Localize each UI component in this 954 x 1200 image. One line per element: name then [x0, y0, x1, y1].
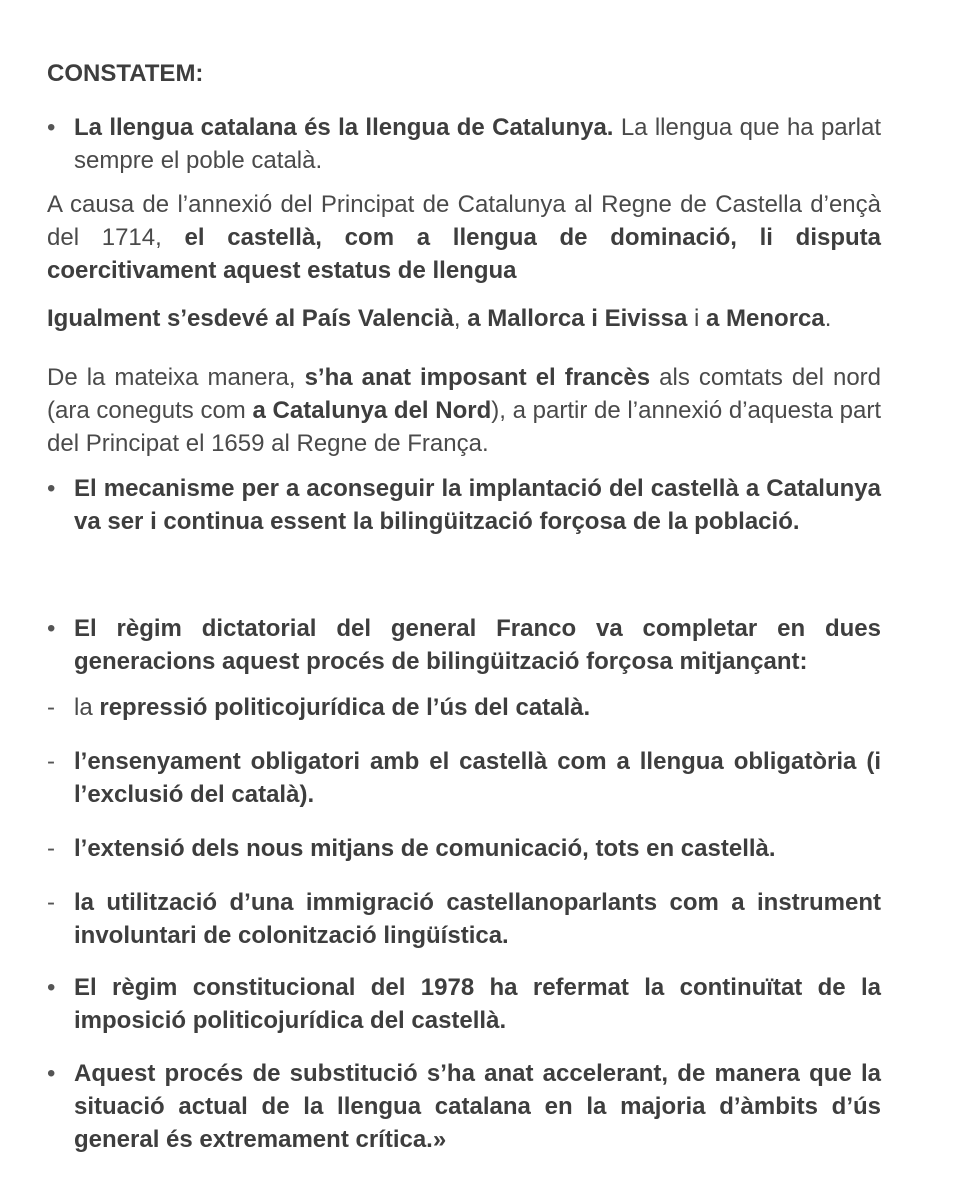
- bullet-marker: •: [47, 475, 56, 502]
- dash-item-3: l’extensió dels nous mitjans de comunicació, tots en castellà.: [74, 835, 776, 862]
- bullet-marker: •: [47, 974, 56, 1001]
- bullet-marker: •: [47, 1060, 56, 1087]
- bullet-item-3: El règim dictatorial del general Franco va completar en dues generacions aquest procés de bilingüització forçosa mitjançant:: [74, 615, 881, 675]
- bullet-marker: •: [47, 615, 56, 642]
- bullet-item-4: El règim constitucional del 1978 ha refermat la continuïtat de la imposició politicojurídica del castellà.: [74, 974, 881, 1034]
- bullet-item-5: Aquest procés de substitució s’ha anat accelerant, de manera que la situació actual de la llengua catalana en la majoria d’àmbits d’ús general és extremament crítica.»: [74, 1060, 881, 1153]
- paragraph-annexation: A causa de l’annexió del Principat de Catalunya al Regne de Castella d’ençà del 1714, el castellà, com a llengua de dominació, li disputa coercitivament aquest estatus de llengua: [47, 191, 882, 284]
- dash-item-4: la utilització d’una immigració castellanoparlants com a instrument involuntari de colonització lingüística.: [74, 889, 881, 949]
- section-heading: CONSTATEM:: [47, 60, 204, 87]
- bullet-marker: •: [47, 114, 56, 141]
- paragraph-territories: Igualment s’esdevé al País Valencià, a Mallorca i Eivissa i a Menorca.: [47, 305, 832, 332]
- bullet-item-2: El mecanisme per a aconseguir la implantació del castellà a Catalunya va ser i continua essent la bilingüització forçosa de la població.: [74, 475, 881, 535]
- bullet-item-1: La llengua catalana és la llengua de Catalunya. La llengua que ha parlat sempre el poble català.: [74, 114, 881, 174]
- dash-item-2: l’ensenyament obligatori amb el castellà com a llengua obligatòria (i l’exclusió del català).: [74, 748, 881, 808]
- dash-item-1: la repressió politicojurídica de l’ús del català.: [74, 694, 591, 721]
- dash-marker: -: [47, 889, 55, 916]
- dash-marker: -: [47, 748, 55, 775]
- dash-marker: -: [47, 835, 55, 862]
- paragraph-north: De la mateixa manera, s’ha anat imposant el francès als comtats del nord (ara coneguts com a Catalunya del Nord), a partir de l’annexió d’aquesta part del Principat el 1659 al Regne de França.: [47, 364, 882, 457]
- dash-marker: -: [47, 694, 55, 721]
